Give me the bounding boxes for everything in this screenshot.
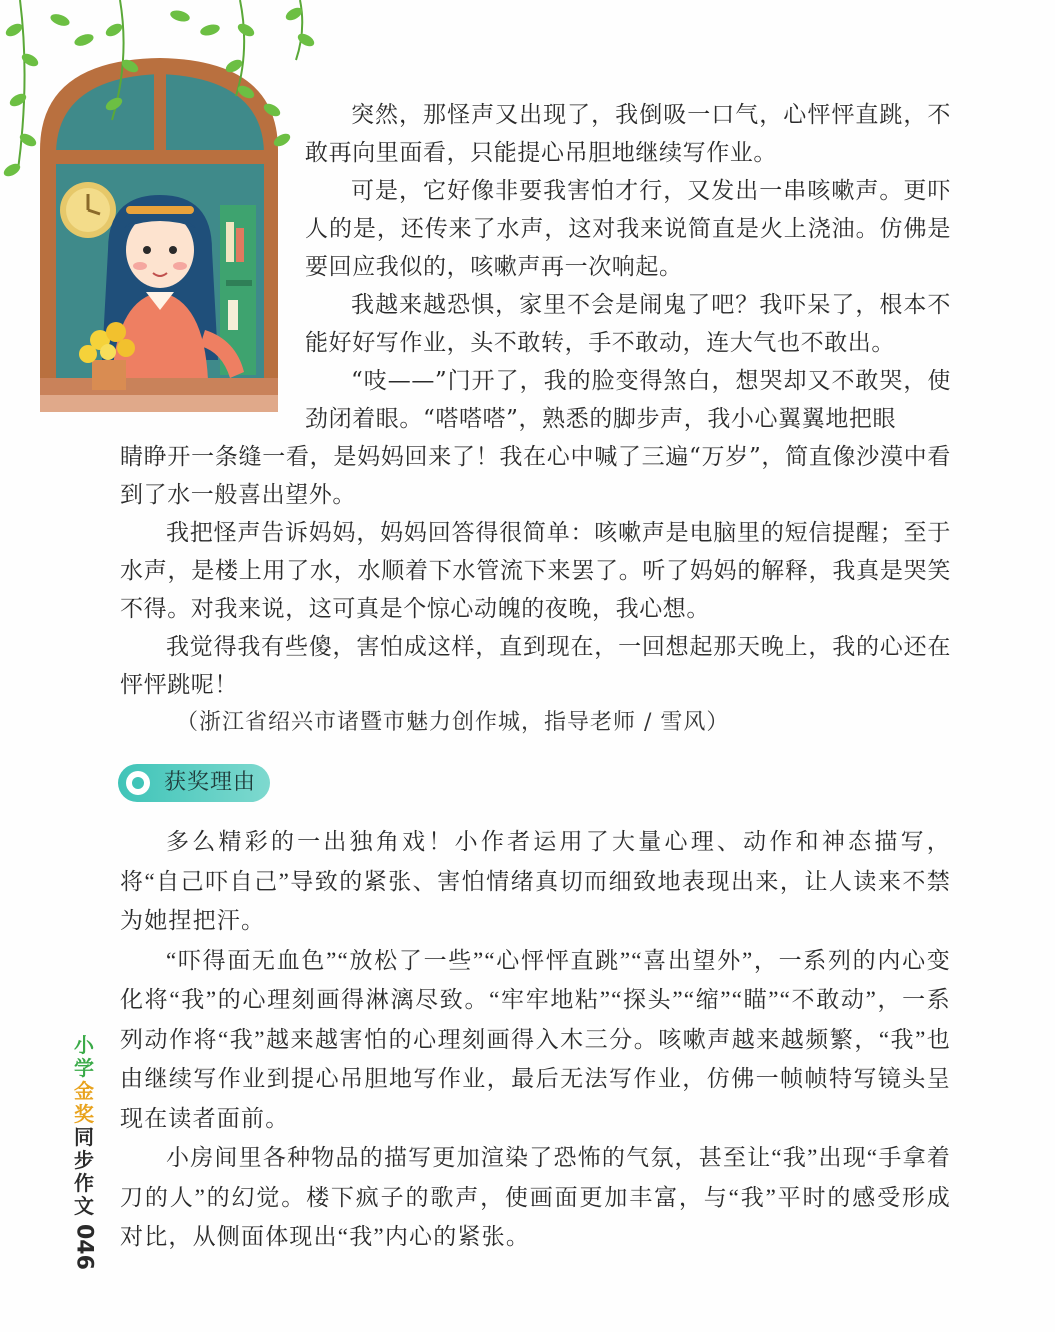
- title-char: 奖: [74, 1102, 94, 1126]
- story-paragraph: “吱——”门开了，我的脸变得煞白，想哭却又不敢哭，使劲闭着眼。“嗒嗒嗒”，熟悉的脚步声，我小心翼翼地把眼: [305, 368, 951, 432]
- story-paragraph: 我把怪声告诉妈妈，妈妈回答得很简单：咳嗽声是电脑里的短信提醒；至于水声，是楼上用了水，水顺着下水管流下来罢了。听了妈妈的解释，我真是哭笑不得。对我来说，这可真是个惊心动魄的夜晚，我心想。: [120, 520, 951, 622]
- story-paragraph: 我越来越恐惧，家里不会是闹鬼了吧？我吓呆了，根本不能好好写作业，头不敢转，手不敢动，连大气也不敢出。: [305, 292, 951, 356]
- author-credit: （浙江省绍兴市诸暨市魅力创作城，指导老师 / 雪风）: [176, 710, 730, 735]
- award-reason-badge: [118, 764, 270, 802]
- reason-paragraph: 小房间里各种物品的描写更加渲染了恐怖的气氛，甚至让“我”出现“手拿着刀的人”的幻觉。楼下疯子的歌声，使画面更加丰富，与“我”平时的感受形成对比，从侧面体现出“我”内心的紧张。: [120, 1145, 951, 1249]
- story-full: [120, 438, 951, 704]
- story-paragraph: 可是，它好像非要我害怕才行，又发出一串咳嗽声。更吓人的是，还传来了水声，这对我来说简直是火上浇油。仿佛是要回应我似的，咳嗽声再一次响起。: [305, 178, 951, 280]
- badge-dot-icon: [126, 771, 150, 795]
- title-char: 步: [74, 1148, 94, 1172]
- girl-window-illustration: [0, 0, 330, 420]
- badge-label: 获奖理由: [164, 770, 257, 795]
- reason-paragraph: “吓得面无血色”“放松了一些”“心怦怦直跳”“喜出望外”，一系列的内心变化将“我”的心理刻画得淋漓尽致。“牢牢地粘”“探头”“缩”“瞄”“不敢动”，一系列动作将“我”越来越害怕的心理刻画得入木三分。咳嗽声越来越频繁，“我”也由继续写作业到提心吊胆地写作业，最后无法写作业，仿佛一帧帧特写镜头呈现在读者面前。: [120, 947, 951, 1131]
- reason-paragraph: 多么精彩的一出独角戏！小作者运用了大量心理、动作和神态描写，将“自己吓自己”导致的紧张、害怕情绪真切而细致地表现出来，让人读来不禁为她捏把汗。: [120, 829, 951, 933]
- title-char: 同: [74, 1125, 94, 1149]
- title-char: 作: [74, 1171, 94, 1195]
- story-paragraph-continued: 睛睁开一条缝一看，是妈妈回来了！我在心中喊了三遍“万岁”，简直像沙漠中看到了水一般喜出望外。: [120, 444, 951, 508]
- title-char: 文: [74, 1194, 94, 1218]
- title-char: 学: [74, 1056, 94, 1080]
- title-char: 金: [74, 1079, 94, 1103]
- story-top: [305, 96, 951, 438]
- story-paragraph: 突然，那怪声又出现了，我倒吸一口气，心怦怦直跳，不敢再向里面看，只能提心吊胆地继续写作业。: [305, 102, 951, 166]
- book-title-vertical: [62, 1034, 106, 1270]
- flower-pot: [92, 360, 126, 390]
- title-char: 小: [74, 1033, 94, 1057]
- story-paragraph: 我觉得我有些傻，害怕成这样，直到现在，一回想起那天晚上，我的心还在怦怦跳呢！: [120, 634, 951, 698]
- page-number: 046: [71, 1224, 97, 1270]
- award-reason-text: [120, 822, 951, 1257]
